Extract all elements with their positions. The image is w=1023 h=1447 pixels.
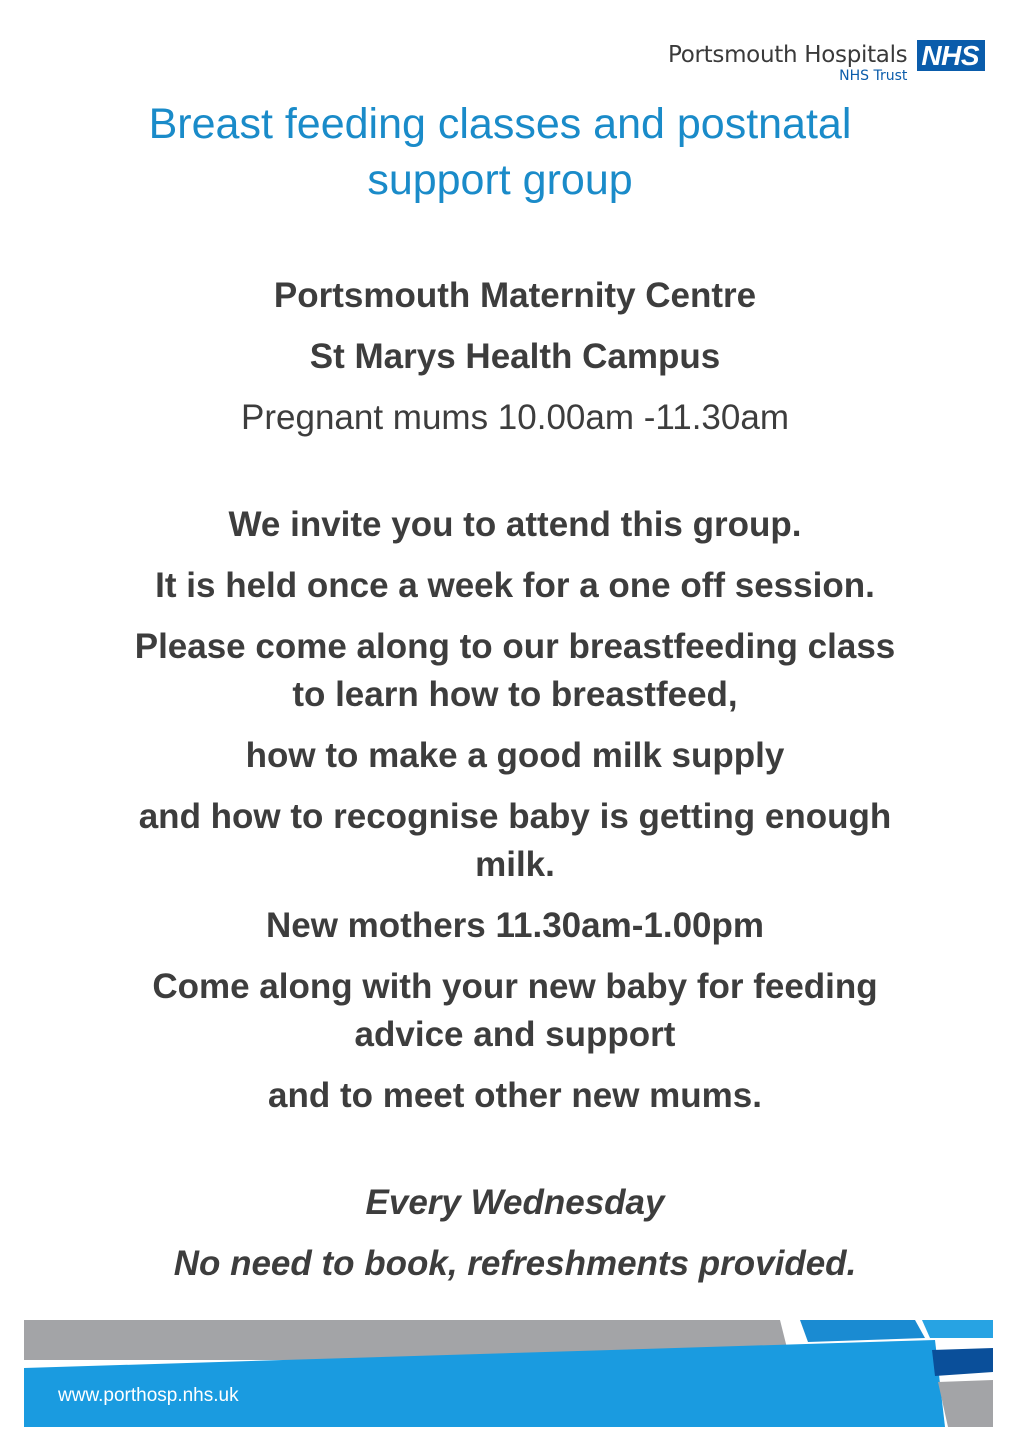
logo-org-name: Portsmouth Hospitals	[668, 42, 908, 68]
held-text: It is held once a week for a one off session.	[155, 566, 875, 605]
new-mothers-time: New mothers 11.30am-1.00pm	[265, 906, 764, 945]
please-line-2: to learn how to breastfeed,	[292, 675, 738, 714]
please-line-1: Please come along to our breastfeeding class	[134, 627, 896, 666]
milk-supply-text: how to make a good milk supply	[245, 736, 785, 775]
venue-line-1: Portsmouth Maternity Centre	[273, 276, 757, 315]
footer-block-light-blue	[800, 1320, 925, 1342]
page-title-line-2: support group	[367, 156, 633, 204]
invite-text: We invite you to attend this group.	[228, 505, 802, 544]
footer-website-link[interactable]: www.porthosp.nhs.uk	[58, 1385, 239, 1406]
nhs-trust-logo	[668, 40, 985, 84]
venue-line-2: St Marys Health Campus	[309, 337, 721, 376]
come-along-line-2: advice and support	[354, 1015, 676, 1054]
page-title	[60, 96, 940, 208]
footer-block-dark-blue	[932, 1348, 993, 1376]
nhs-logo-box: NHS	[917, 40, 985, 71]
main-content	[50, 272, 980, 1288]
come-along-line-1: Come along with your new baby for feeding	[152, 967, 878, 1006]
logo-org-subtitle: NHS Trust	[839, 68, 908, 84]
recognise-line-1: and how to recognise baby is getting enough	[138, 797, 892, 836]
recognise-line-2: milk.	[475, 845, 555, 884]
footer-decorative-band	[0, 1310, 1023, 1447]
page-title-line-1: Breast feeding classes and postnatal	[148, 100, 852, 148]
booking-text: No need to book, refreshments provided.	[173, 1244, 857, 1283]
footer-block-grey	[938, 1380, 993, 1427]
pregnant-mums-time: Pregnant mums 10.00am -11.30am	[241, 398, 789, 437]
meet-text: and to meet other new mums.	[268, 1076, 762, 1115]
logo-text	[668, 40, 907, 84]
day-text: Every Wednesday	[365, 1183, 665, 1222]
footer-block-sky	[922, 1320, 993, 1338]
